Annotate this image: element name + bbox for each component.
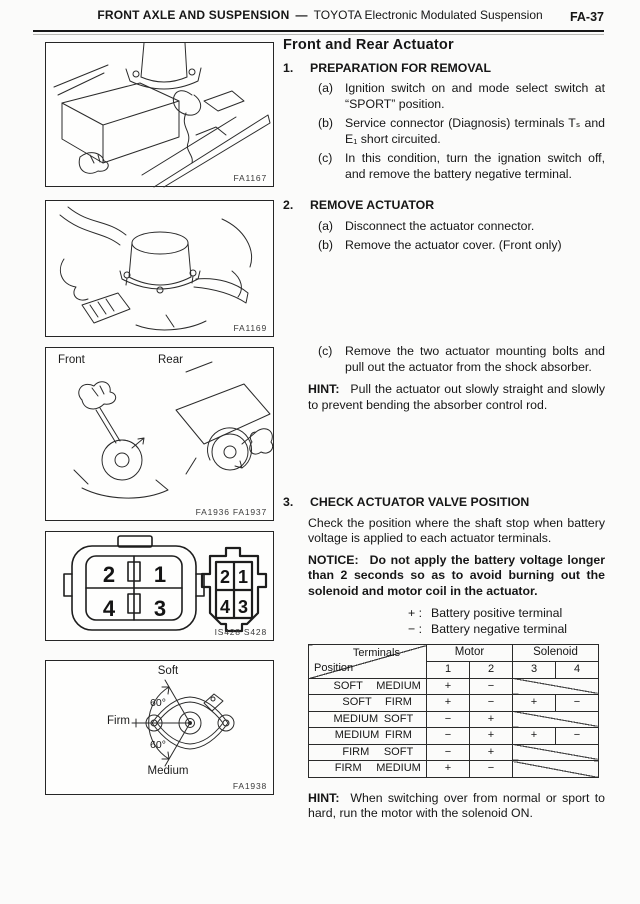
item-text: Remove the two actuator mounting bolts and pull out the actuator from the shock absorber. (345, 344, 605, 374)
table-row (309, 711, 599, 728)
hint-label: HINT: (308, 382, 340, 396)
notice-text: Do not apply the battery voltage longer than 2 seconds so as to avoid burning out the solenoid and motor coil in the actuator. (308, 552, 605, 598)
pin-number: 3 (237, 597, 249, 617)
terminal-cell: − (470, 695, 513, 712)
pin-number: 1 (237, 567, 249, 587)
position-from: MEDIUM (333, 712, 379, 725)
table-row (309, 678, 599, 695)
hint-label: HINT: (308, 790, 340, 805)
list-item (283, 238, 605, 254)
item-label: (c) (318, 344, 333, 358)
terminal-cell: − (556, 728, 599, 745)
table-corner-cell (309, 645, 427, 679)
column-header: 2 (470, 662, 513, 679)
terminal-cell: + (470, 728, 513, 745)
section3-heading (283, 495, 605, 511)
not-applicable-cell (513, 761, 599, 778)
item-text: Ignition switch on and mode select switch at “SPORT” position. (345, 81, 605, 111)
removal-illustration (46, 348, 275, 522)
item-label: (c) (318, 151, 333, 165)
section-number: 3. (283, 495, 294, 509)
pin-number: 1 (153, 562, 167, 587)
figure-actuator-mounted (45, 200, 274, 337)
header-separator: — (295, 8, 308, 22)
legend-row (400, 622, 605, 638)
item-label: (a) (318, 81, 334, 95)
figure-valve-positions (45, 660, 274, 795)
front-connector (64, 536, 204, 630)
legend-text: Battery positive terminal (431, 606, 563, 620)
position-from: MEDIUM (334, 729, 380, 741)
pin-number: 4 (102, 596, 116, 621)
pin-number: 2 (219, 567, 231, 587)
column-header: 4 (556, 662, 599, 679)
item-label: (a) (318, 218, 334, 233)
section1-heading (283, 61, 605, 77)
rear-connector (202, 548, 266, 631)
angle-label-bottom: 60° (150, 739, 166, 751)
position-from: FIRM (334, 762, 362, 774)
position-header: Position (314, 662, 354, 674)
medium-position-label: Medium (147, 765, 189, 777)
section2-heading (283, 198, 605, 214)
pin-number: 4 (219, 597, 231, 617)
terminal-cell: − (470, 761, 513, 778)
table-row (309, 728, 599, 745)
terminal-legend (400, 606, 605, 637)
article-title: Front and Rear Actuator (283, 37, 454, 53)
header-subsection-title: TOYOTA Electronic Modulated Suspension (313, 8, 543, 22)
section-title: PREPARATION FOR REMOVAL (310, 60, 492, 75)
plus-symbol: + : (407, 606, 422, 620)
minus-symbol: − : (407, 621, 422, 636)
soft-position-label: Soft (157, 665, 179, 677)
terminal-cell: + (513, 695, 556, 712)
not-applicable-cell (513, 711, 599, 728)
position-from: SOFT (342, 696, 372, 708)
item-label: (b) (318, 238, 334, 252)
valve-position-table (308, 644, 599, 778)
figure-engine-bay (45, 42, 274, 187)
list-item (283, 81, 605, 112)
section-title: REMOVE ACTUATOR (310, 198, 435, 212)
position-to: SOFT (383, 745, 414, 758)
rear-label: Rear (158, 354, 183, 366)
item-text: Disconnect the actuator connector. (345, 218, 535, 233)
position-from: FIRM (342, 745, 370, 758)
legend-text: Battery negative terminal (431, 621, 568, 636)
not-applicable-cell (513, 744, 599, 761)
terminals-header: Terminals (352, 647, 400, 659)
connector-illustration (46, 532, 275, 642)
terminal-cell: + (427, 695, 470, 712)
figure-caption: IS428 S428 (214, 627, 267, 637)
terminal-cell: − (556, 695, 599, 712)
section-remove-actuator (283, 198, 605, 258)
engine-bay-illustration (46, 43, 275, 188)
terminal-cell: + (470, 744, 513, 761)
notice-label: NOTICE: (308, 552, 359, 567)
figure-caption: FA1938 (232, 781, 267, 791)
position-to: FIRM (385, 729, 412, 741)
firm-position-label: Firm (107, 715, 130, 727)
item-text: In this condition, turn the ignation switch off, and remove the battery negative terminal. (345, 151, 605, 181)
angle-label-top: 60° (150, 697, 166, 709)
figure-connector-pinout (45, 531, 274, 641)
section-preparation (283, 38, 605, 186)
solenoid-group-header: Solenoid (513, 645, 599, 662)
table-row (309, 744, 599, 761)
page-header (36, 8, 604, 30)
list-item (283, 116, 605, 147)
terminal-cell: − (470, 678, 513, 695)
section-number: 2. (283, 198, 294, 212)
hint-text: Pull the actuator out slowly straight and slowly to prevent bending the absorber control rod. (308, 382, 605, 412)
figure-front-rear-removal (45, 347, 274, 521)
legend-row (400, 606, 605, 622)
table-row (309, 695, 599, 712)
section-check-valve-position (283, 495, 605, 822)
terminal-cell: + (513, 728, 556, 745)
hint-paragraph (308, 791, 605, 822)
position-to: FIRM (385, 696, 412, 708)
item-text: Remove the actuator cover. (Front only) (345, 238, 562, 252)
front-label: Front (58, 354, 85, 366)
terminal-cell: − (427, 728, 470, 745)
pin-number: 3 (153, 596, 167, 621)
header-section-title: FRONT AXLE AND SUSPENSION (97, 8, 290, 22)
position-from: SOFT (333, 679, 363, 692)
list-item (283, 344, 605, 375)
hint-paragraph (308, 382, 605, 413)
terminal-cell: + (427, 678, 470, 695)
hint-text: When switching over from normal or sport to hard, run the motor with the solenoid ON. (308, 790, 605, 820)
header-rule-shadow (33, 34, 604, 35)
column-header: 3 (513, 662, 556, 679)
table-row (309, 761, 599, 778)
column-header: 1 (427, 662, 470, 679)
terminal-cell: + (470, 711, 513, 728)
notice-paragraph (308, 553, 605, 600)
pin-number: 2 (102, 562, 116, 587)
list-item (283, 151, 605, 182)
section3-intro: Check the position where the shaft stop when battery voltage is applied to each actuator terminals. (308, 515, 605, 545)
item-label: (b) (318, 116, 334, 130)
motor-group-header: Motor (427, 645, 513, 662)
terminal-cell: − (427, 711, 470, 728)
figure-caption: FA1936 FA1937 (195, 507, 267, 517)
item-text: Service connector (Diagnosis) terminals Tₛ and E₁ short circuited. (345, 116, 605, 146)
step-c-block (283, 341, 605, 417)
list-item (283, 219, 605, 235)
position-to: MEDIUM (376, 679, 421, 692)
terminal-cell: − (427, 744, 470, 761)
not-applicable-cell (513, 678, 599, 695)
section-title: CHECK ACTUATOR VALVE POSITION (310, 495, 530, 509)
terminal-cell: + (427, 761, 470, 778)
position-to: MEDIUM (376, 762, 421, 774)
page-number: FA-37 (569, 10, 604, 24)
figure-caption: FA1167 (233, 173, 267, 183)
figure-caption: FA1169 (233, 323, 267, 333)
header-rule (33, 30, 604, 32)
section-number: 1. (283, 60, 294, 75)
position-to: SOFT (383, 712, 414, 725)
actuator-illustration (46, 201, 275, 338)
table-header-row (309, 645, 599, 662)
